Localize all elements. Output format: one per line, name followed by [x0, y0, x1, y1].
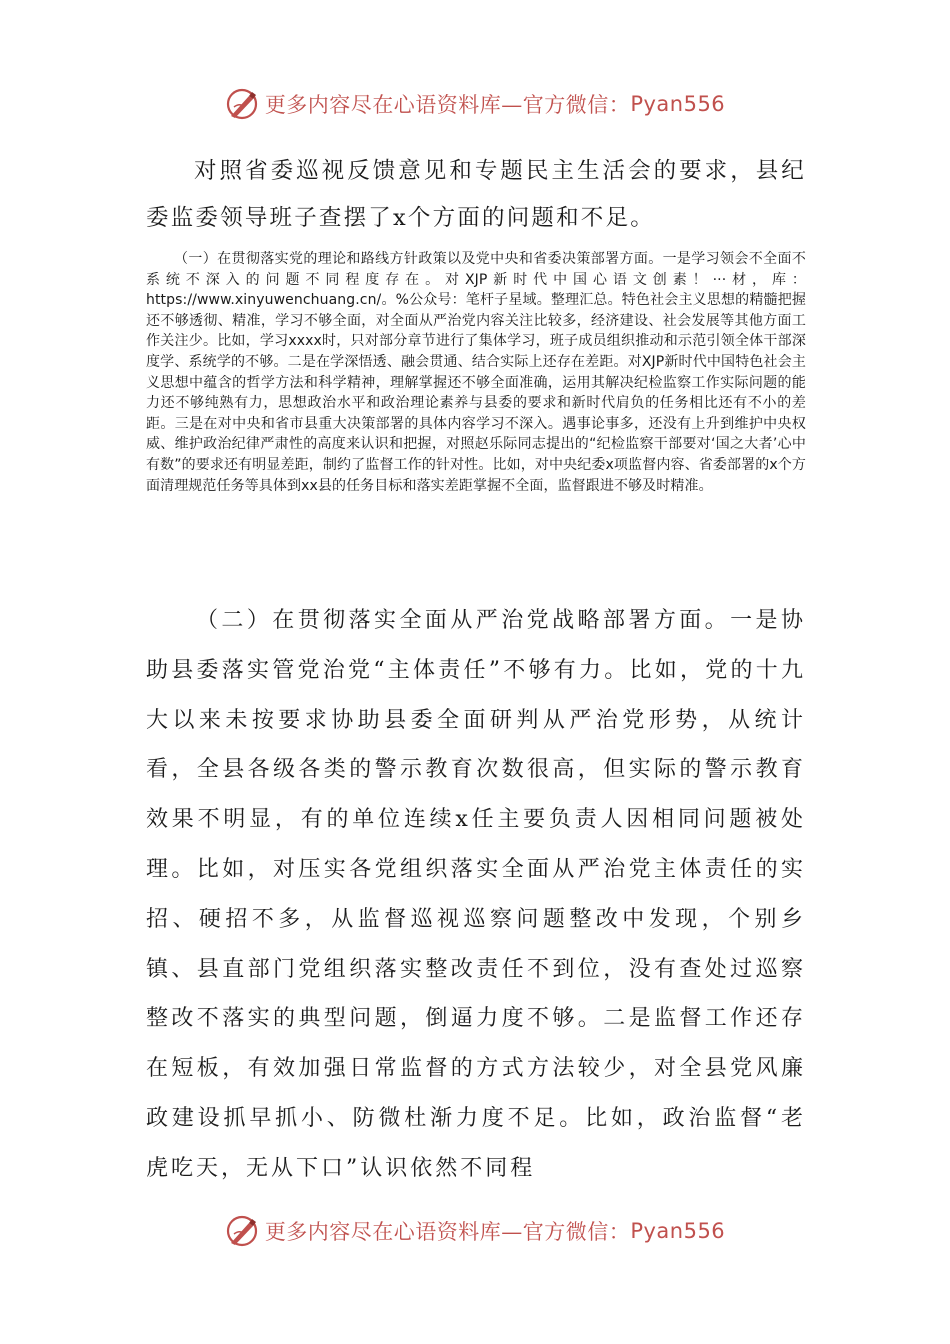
footer-banner-text: 更多内容尽在心语资料库—官方微信： [264, 1220, 631, 1244]
header-banner-id: Pyan556 [630, 92, 726, 116]
section-2-paragraph: （二）在贯彻落实全面从严治党战略部署方面。一是协助县委落实管党治党“主体责任”不够有力。比如，党的十九大以来未按要求协助县委全面研判从严治党形势，从统计看，全县各级各类的警示教育次数很高，但实际的警示教育效果不明显，有的单位连续x任主要负责人因相同问题被处理。比如，对压实各党组织落实全面从严治党主体责任的实招、硬招不多，从监督巡视巡察问题整改中发现，个别乡镇、县直部门党组织落实整改责任不到位，没有查处过巡察整改不落实的典型问题，倒逼力度不够。二是监督工作还存在短板，有效加强日常监督的方式方法较少，对全县党风廉政建设抓早抓小、防微杜渐力度不足。比如，政治监督“老虎吃天，无从下口”认识依然不同程 [146, 608, 806, 1181]
section-1-paragraph: （一）在贯彻落实党的理论和路线方针政策以及党中央和省委决策部署方面。一是学习领会不全面不系统不深入的问题不同程度存在。对XJP新时代中国心语文创素！···材，库：https://www.xinyuwenchuang.cn/。%公众号：笔杆子星域。整理汇总。特色社会主义思想的精髓把握还不够透彻、精准，学习不够全面，对全面从严治党内容关注比较多，经济建设、社会发展等其他方面工作关注少。比如，学习xxxx时，只对部分章节进行了集体学习，班子成员组织推动和示范引领全体干部深度学、系统学的不够。二是在学深悟透、融会贯通、结合实际上还存在差距。对XJP新时代中国特色社会主义思想中蕴含的哲学方法和科学精神，理解掌握还不够全面准确，运用其解决纪检监察工作实际问题的能力还不够纯熟有力，思想政治水平和政治理论素养与县委的要求和新时代肩负的任务相比还有不小的差距。三是在对中央和省市县重大决策部署的具体内容学习不深入。遇事论事多，还没有上升到维护中央权威、维护政治纪律严肃性的高度来认识和把握，对照赵乐际同志提出的“纪检监察干部要对‘国之大者’心中有数”的要求还有明显差距，制约了监督工作的针对性。比如，对中央纪委x项监督内容、省委部署的x个方面清理规范任务等具体到xx县的任务目标和落实差距掌握不全面，监督跟进不够及时精准。 [146, 251, 806, 494]
header-banner-text: 更多内容尽在心语资料库—官方微信： [264, 93, 631, 117]
header-banner [0, 84, 950, 124]
footer-banner-id: Pyan556 [630, 1219, 726, 1243]
intro-paragraph: 对照省委巡视反馈意见和专题民主生活会的要求，县纪委监委领导班子查摆了x个方面的问题和不足。 [146, 158, 806, 231]
pen-logo-icon [225, 87, 259, 121]
pen-logo-icon [225, 1214, 259, 1248]
footer-banner [0, 1211, 950, 1251]
